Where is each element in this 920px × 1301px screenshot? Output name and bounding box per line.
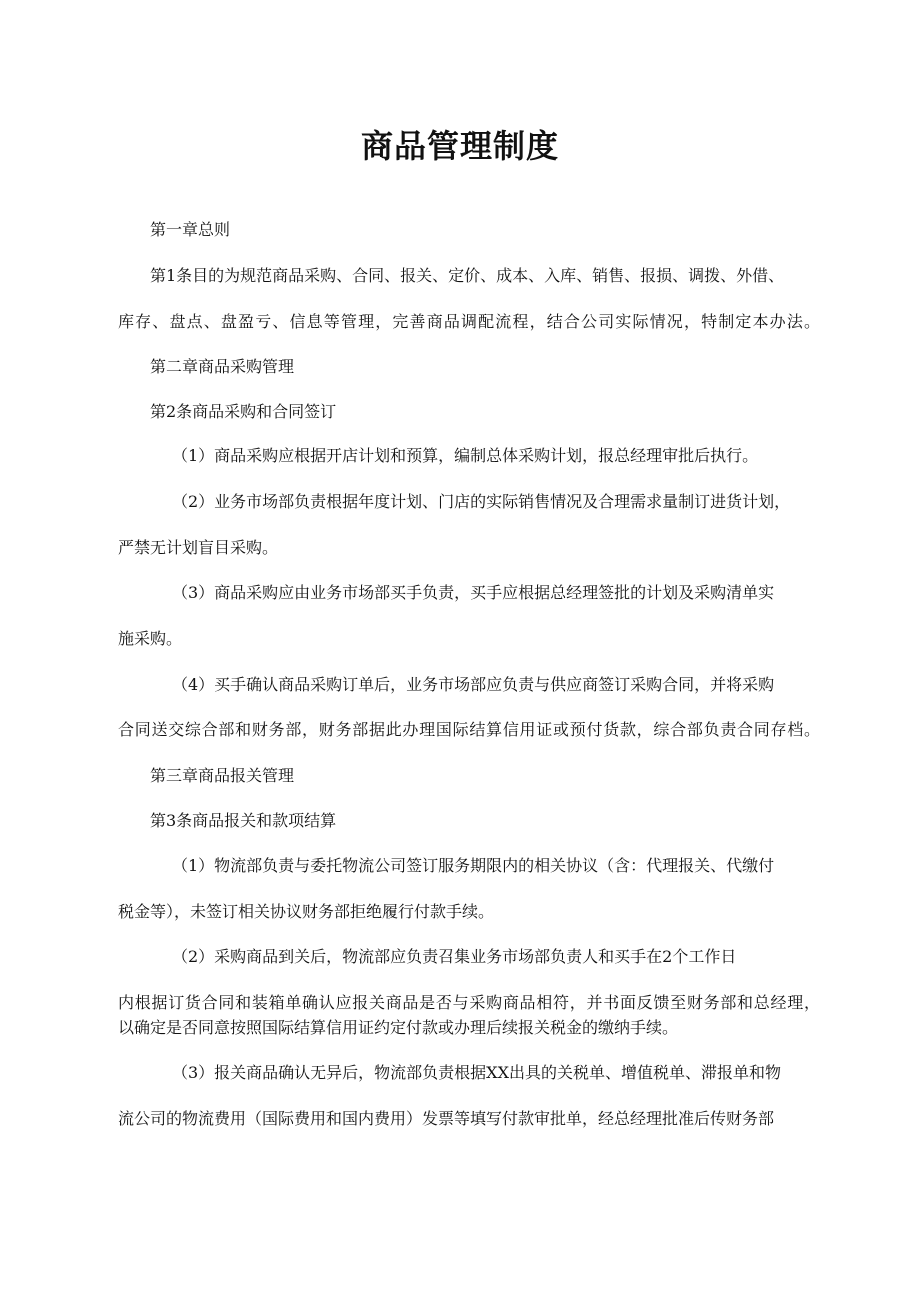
- paragraph-line: （2）业务市场部负责根据年度计划、门店的实际销售情况及合理需求量制订进货计划，: [172, 492, 791, 511]
- paragraph-line: 税金等），未签订相关协议财务部拒绝履行付款手续。: [118, 902, 495, 921]
- chapter-heading: 第二章商品采购管理: [150, 357, 295, 376]
- chapter-heading: 第三章商品报关管理: [150, 766, 295, 785]
- paragraph-line: 流公司的物流费用（国际费用和国内费用）发票等填写付款审批单，经总经理批准后传财务部: [118, 1109, 775, 1128]
- paragraph-line: （1）商品采购应根据开店计划和预算，编制总体采购计划，报总经理审批后执行。: [172, 446, 759, 465]
- paragraph-line: 内根据订货合同和装箱单确认应报关商品是否与采购商品相符，并书面反馈至财务部和总经理，: [118, 993, 820, 1012]
- paragraph-line: 以确定是否同意按照国际结算信用证约定付款或办理后续报关税金的缴纳手续。: [118, 1018, 679, 1037]
- article-heading: 第2条商品采购和合同签订: [150, 402, 337, 421]
- paragraph-line: （3）报关商品确认无异后，物流部负责根据XX出具的关税单、增值税单、滞报单和物: [172, 1063, 781, 1082]
- paragraph-line: 合同送交综合部和财务部，财务部据此办理国际结算信用证或预付货款，综合部负责合同存档。: [118, 720, 820, 739]
- paragraph-line: 第1条目的为规范商品采购、合同、报关、定价、成本、入库、销售、报损、调拨、外借、: [150, 266, 785, 285]
- document-title: 商品管理制度: [360, 127, 559, 165]
- paragraph-line: （3）商品采购应由业务市场部买手负责，买手应根据总经理签批的计划及采购清单实: [172, 583, 775, 602]
- paragraph-line: 施采购。: [118, 629, 183, 648]
- paragraph-line: 严禁无计划盲目采购。: [118, 538, 279, 557]
- paragraph-line: （1）物流部负责与委托物流公司签订服务期限内的相关协议（含：代理报关、代缴付: [172, 856, 775, 875]
- chapter-heading: 第一章总则: [150, 220, 231, 239]
- article-heading: 第3条商品报关和款项结算: [150, 811, 337, 830]
- paragraph-line: （4）买手确认商品采购订单后，业务市场部应负责与供应商签订采购合同，并将采购: [172, 675, 775, 694]
- paragraph-line: （2）采购商品到关后，物流部应负责召集业务市场部负责人和买手在2个工作日: [172, 947, 737, 966]
- paragraph-line: 库存、盘点、盘盈亏、信息等管理，完善商品调配流程，结合公司实际情况，特制定本办法。: [118, 312, 820, 331]
